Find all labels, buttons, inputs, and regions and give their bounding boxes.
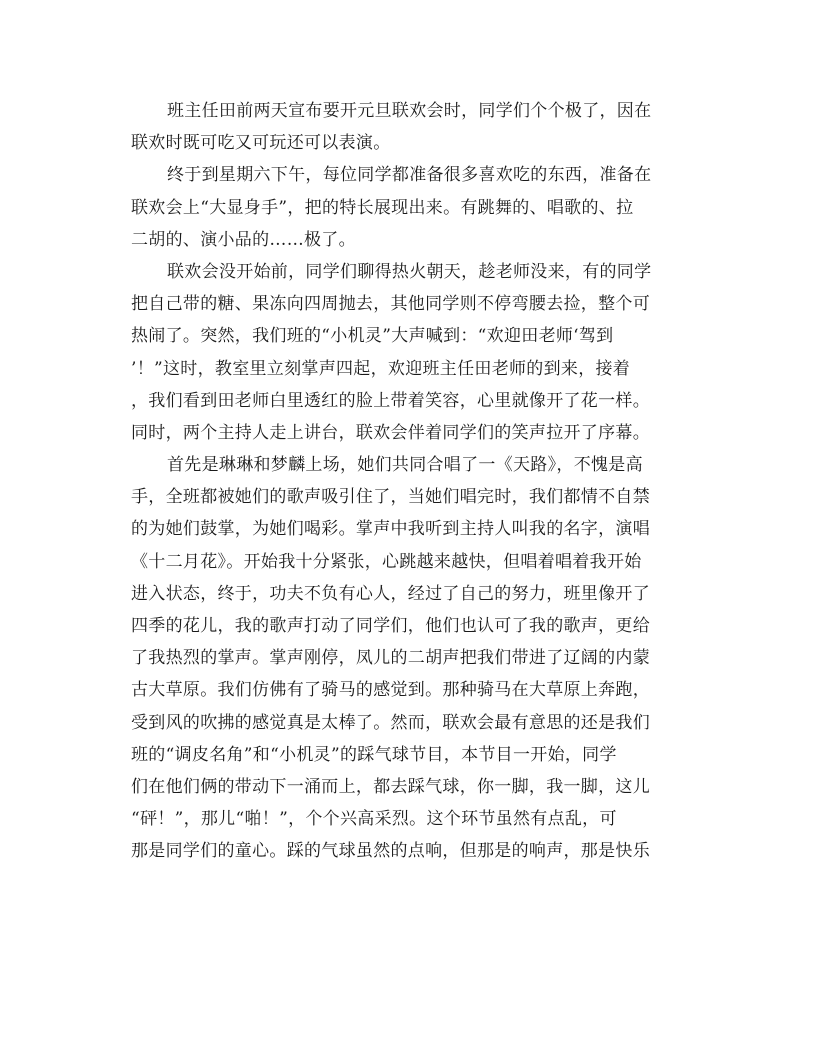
text-line: ，我们看到田老师白里透红的脸上带着笑容，心里就像开了花一样。 xyxy=(131,390,650,411)
text-line: 联欢时既可吃又可玩还可以表演。 xyxy=(131,133,391,154)
text-line: 那是同学们的童心。踩的气球虽然的点响，但那是的响声，那是快乐 xyxy=(131,841,650,862)
text-line: 联欢会没开始前，同学们聊得热火朝天，趁老师没来，有的同学 xyxy=(167,261,652,282)
document-body xyxy=(131,95,693,868)
text-line: 们在他们俩的带动下一涌而上，都去踩气球，你一脚，我一脚，这儿 xyxy=(131,776,650,797)
text-line: 古大草原。我们仿佛有了骑马的感觉到。那种骑马在大草原上奔跑， xyxy=(131,680,650,701)
text-line: 把自己带的糖、果冻向四周抛去，其他同学则不停弯腰去捡，整个可 xyxy=(131,294,650,315)
text-line: 班的“调皮名角”和“小机灵”的踩气球节目，本节目一开始，同学 xyxy=(131,744,617,765)
text-line: 《十二月花》。开始我十分紧张，心跳越来越快，但唱着唱着我开始 xyxy=(131,551,642,572)
text-line: 四季的花儿，我的歌声打动了同学们，他们也认可了我的歌声，更给 xyxy=(131,616,650,636)
text-line: 的为她们鼓掌，为她们喝彩。掌声中我听到主持人叫我的名字，演唱 xyxy=(131,519,650,540)
text-line: 班主任田前两天宣布要开元旦联欢会时，同学们个个极了，因在 xyxy=(167,101,652,121)
text-line: 进入状态，终于，功夫不负有心人，经过了自己的努力，班里像开了 xyxy=(131,583,650,604)
text-line: 二胡的、演小品的……极了。 xyxy=(131,229,356,250)
text-line: 终于到星期六下午，每位同学都准备很多喜欢吃的东西，准备在 xyxy=(167,165,652,186)
text-line: 手，全班都被她们的歌声吸引住了，当她们唱完时，我们都情不自禁 xyxy=(131,487,650,508)
text-line: 受到风的吹拂的感觉真是太棒了。然而，联欢会最有意思的还是我们 xyxy=(131,712,650,733)
text-line: 同时，两个主持人走上讲台，联欢会伴着同学们的笑声拉开了序幕。 xyxy=(131,422,650,443)
text-line: 联欢会上“大显身手”，把的特长展现出来。有跳舞的、唱歌的、拉 xyxy=(131,197,634,218)
text-line: 热闹了。突然，我们班的“小机灵”大声喊到：“欢迎田老师‘驾到 xyxy=(131,326,614,347)
text-line: ’！”这时，教室里立刻掌声四起，欢迎班主任田老师的到来，接着 xyxy=(131,358,631,379)
text-line: 了我热烈的掌声。掌声刚停，凤儿的二胡声把我们带进了辽阔的内蒙 xyxy=(131,648,650,669)
text-line: “砰！”，那儿“啪！”，个个兴高采烈。这个环节虽然有点乱，可 xyxy=(131,809,617,830)
text-line: 首先是琳琳和梦麟上场，她们共同合唱了一《天路》，不愧是高 xyxy=(167,455,643,476)
